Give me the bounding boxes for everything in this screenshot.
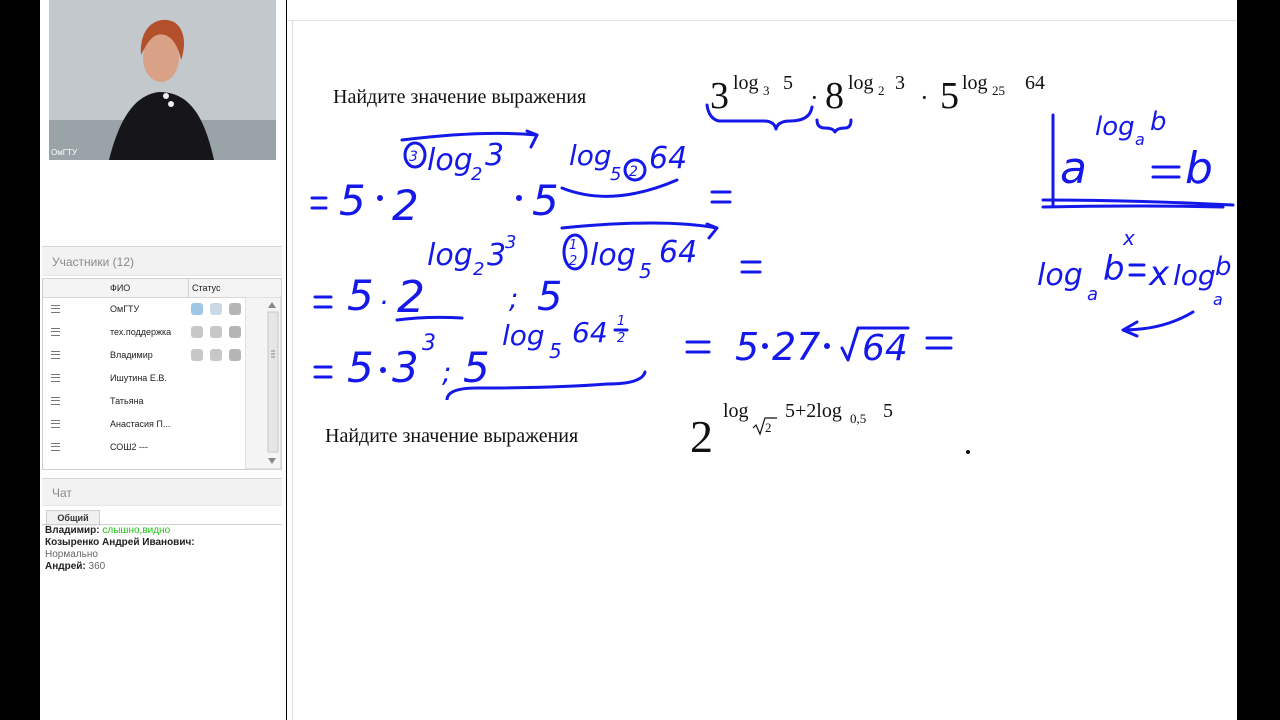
chat-tab-general[interactable]: Общий (46, 510, 100, 526)
menu-icon[interactable] (51, 305, 60, 313)
svg-text:log: log (569, 139, 612, 172)
participant-name: Анастасия П... (110, 419, 171, 429)
svg-text:log: log (1037, 258, 1083, 293)
menu-icon[interactable] (51, 328, 60, 336)
participant-name: СОШ2 --- (110, 442, 149, 452)
microphone-off-icon[interactable] (191, 326, 203, 338)
handwritten-formulas (1035, 95, 1235, 345)
svg-text:3: 3 (895, 72, 905, 94)
svg-text:64: 64 (649, 141, 688, 176)
svg-text:8: 8 (825, 75, 844, 117)
svg-text:b: b (1103, 249, 1125, 289)
svg-text:;: ; (442, 356, 452, 389)
svg-text:2: 2 (617, 331, 626, 346)
chat-author: Козыренко Андрей Иванович: (45, 537, 195, 548)
svg-text:log: log (733, 72, 759, 94)
svg-text:2: 2 (569, 254, 578, 269)
svg-text:5: 5 (463, 343, 490, 392)
webcam-off-icon[interactable] (210, 349, 222, 361)
svg-text:5: 5 (347, 271, 374, 320)
expression-2 (685, 390, 985, 465)
svg-text:log: log (848, 72, 874, 94)
svg-text:3: 3 (763, 83, 770, 98)
chat-header: Чат (42, 478, 282, 506)
column-header-status[interactable]: Статус (192, 283, 221, 293)
chat-text: слышно,видно (102, 525, 171, 536)
svg-text:5: 5 (347, 343, 374, 392)
participant-name: Владимир (110, 350, 153, 360)
participants-header: Участники (12) (42, 246, 282, 276)
svg-text:3: 3 (392, 343, 419, 392)
svg-text:5: 5 (940, 75, 959, 117)
svg-text:64: 64 (572, 316, 608, 349)
participant-name: ОмГТУ (110, 304, 140, 314)
column-header-name[interactable]: ФИО (110, 283, 131, 293)
svg-text:2: 2 (392, 181, 419, 230)
svg-text:1: 1 (617, 314, 626, 329)
menu-icon[interactable] (51, 351, 60, 359)
whiteboard-top-bar (287, 0, 1237, 21)
svg-text:3: 3 (409, 149, 418, 165)
svg-text:x: x (1149, 254, 1170, 294)
svg-text:5: 5 (883, 400, 893, 422)
chat-message (45, 561, 279, 573)
chat-message (45, 537, 279, 561)
participants-table-header (43, 279, 281, 298)
svg-text:·: · (379, 286, 388, 319)
svg-text:3: 3 (485, 138, 505, 173)
menu-icon[interactable] (51, 443, 60, 451)
svg-text:b: b (1215, 252, 1232, 282)
svg-text:64: 64 (862, 328, 908, 369)
svg-text:1: 1 (569, 238, 578, 253)
menu-icon[interactable] (51, 374, 60, 382)
svg-text:5: 5 (537, 274, 563, 320)
svg-text:b: b (1150, 107, 1167, 137)
task-1-text: Найдите значение выражения (333, 86, 587, 108)
svg-text:log: log (427, 143, 473, 178)
chat-text: Нормально (45, 549, 98, 560)
svg-text:log: log (1173, 259, 1216, 292)
svg-text:3: 3 (487, 238, 507, 273)
svg-text:2: 2 (629, 164, 638, 180)
participant-name: Ишутина Е.В. (110, 373, 167, 383)
svg-text:2: 2 (765, 420, 772, 435)
svg-text:5: 5 (735, 325, 760, 369)
screen-icon[interactable] (229, 303, 241, 315)
svg-text:a: a (1213, 290, 1223, 309)
screen-icon[interactable] (229, 349, 241, 361)
svg-text:log: log (962, 72, 988, 94)
svg-text:·: · (920, 83, 929, 112)
svg-text:3: 3 (422, 331, 436, 356)
chat-author: Владимир: (45, 525, 100, 536)
svg-text:2: 2 (473, 259, 485, 280)
screen-icon[interactable] (229, 326, 241, 338)
video-feed (49, 0, 276, 160)
svg-text:·: · (810, 83, 819, 112)
chat-text: 360 (88, 561, 106, 572)
svg-text:64: 64 (659, 235, 698, 270)
svg-text:log: log (1095, 112, 1135, 142)
svg-text:a: a (1060, 143, 1087, 194)
svg-text:log: log (427, 238, 473, 273)
chat-message (45, 525, 279, 537)
svg-text:2: 2 (471, 164, 483, 185)
svg-text:5+2log: 5+2log (785, 400, 842, 422)
task-2-text: Найдите значение выражения (325, 425, 579, 447)
chat-author: Андрей: (45, 561, 86, 572)
svg-text:log: log (723, 400, 749, 422)
svg-text:25: 25 (992, 83, 1005, 98)
svg-text:x: x (1123, 226, 1135, 250)
svg-text:5: 5 (549, 339, 562, 363)
svg-text:3: 3 (505, 232, 517, 253)
menu-icon[interactable] (51, 397, 60, 405)
webcam-off-icon[interactable] (210, 326, 222, 338)
svg-text:log: log (590, 238, 636, 273)
svg-text:;: ; (509, 282, 519, 315)
svg-text:5: 5 (610, 164, 622, 185)
video-label: ОмГТУ (51, 148, 78, 157)
svg-text:3: 3 (710, 75, 729, 117)
svg-text:a: a (1135, 130, 1145, 149)
svg-text:5: 5 (532, 176, 559, 225)
menu-icon[interactable] (51, 420, 60, 428)
svg-text:a: a (1087, 284, 1099, 305)
svg-text:2: 2 (397, 272, 425, 323)
svg-text:5: 5 (339, 176, 366, 225)
webcam-icon[interactable] (210, 303, 222, 315)
participants-scrollbar[interactable] (245, 297, 282, 469)
svg-text:5: 5 (639, 259, 652, 283)
microphone-off-icon[interactable] (191, 349, 203, 361)
svg-text:27: 27 (772, 325, 821, 369)
svg-text:2: 2 (878, 83, 885, 98)
svg-text:64: 64 (1025, 72, 1045, 94)
svg-text:0,5: 0,5 (850, 411, 867, 426)
microphone-icon[interactable] (191, 303, 203, 315)
chat-messages (42, 524, 282, 720)
svg-text:5: 5 (783, 72, 793, 94)
svg-text:2: 2 (690, 411, 713, 462)
participant-name: тех.поддержка (110, 327, 172, 337)
svg-text:log: log (502, 319, 545, 352)
participant-name: Татьяна (110, 396, 144, 406)
svg-text:b: b (1185, 143, 1213, 194)
